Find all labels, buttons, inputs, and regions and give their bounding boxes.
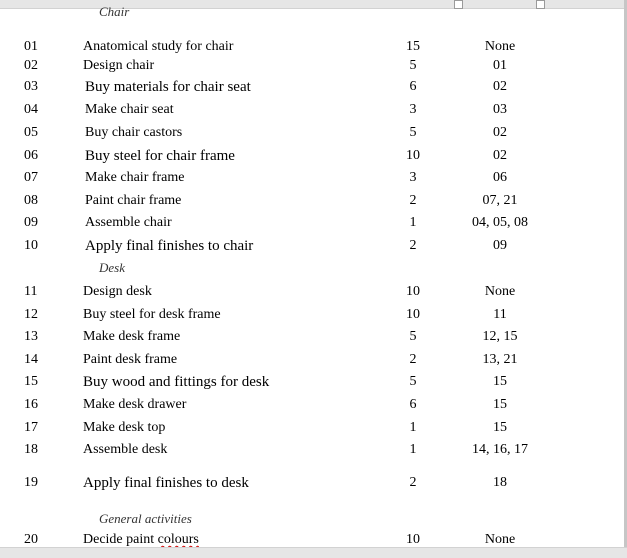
task-id: 07 (24, 170, 38, 185)
task-name: Make desk frame (83, 329, 181, 344)
task-dependencies: None (484, 39, 516, 54)
task-dependencies: 13, 21 (482, 352, 518, 367)
table-row (0, 306, 627, 328)
task-id: 16 (24, 397, 38, 412)
task-id: 18 (24, 442, 38, 457)
task-dependencies: 01 (493, 58, 507, 73)
task-name: Assemble chair (85, 215, 172, 230)
task-id: 05 (24, 125, 38, 140)
table-row (0, 147, 627, 169)
task-duration: 10 (406, 148, 420, 163)
task-id: 02 (24, 58, 38, 73)
task-duration: 2 (409, 238, 417, 253)
task-dependencies: 07, 21 (482, 193, 518, 208)
table-row (0, 396, 627, 418)
bottom-toolbar-edge (0, 547, 627, 558)
table-row (0, 124, 627, 146)
task-id: 09 (24, 215, 38, 230)
section-heading-general: General activities (99, 511, 192, 526)
task-id: 17 (24, 420, 38, 435)
task-name: Make desk drawer (83, 397, 187, 412)
task-name: Make desk top (83, 420, 166, 435)
table-row (0, 169, 627, 191)
task-dependencies: 06 (493, 170, 507, 185)
task-dependencies: 12, 15 (482, 329, 518, 344)
task-name: Buy steel for desk frame (83, 307, 221, 322)
task-name: Anatomical study for chair (83, 39, 234, 54)
task-id: 11 (24, 284, 38, 299)
task-duration: 15 (406, 39, 420, 54)
task-dependencies: 15 (493, 420, 507, 435)
task-duration: 5 (409, 125, 417, 140)
task-name: Buy wood and fittings for desk (83, 374, 270, 390)
task-duration: 5 (409, 329, 417, 344)
table-row (0, 214, 627, 236)
task-name: Make chair seat (85, 102, 174, 117)
task-dependencies: None (484, 284, 516, 299)
table-row (0, 283, 627, 305)
task-duration: 1 (409, 215, 417, 230)
task-duration: 1 (409, 420, 417, 435)
task-name: Apply final finishes to desk (83, 475, 249, 491)
task-duration: 10 (406, 532, 420, 547)
task-id: 03 (24, 79, 38, 94)
task-name: Paint desk frame (83, 352, 178, 367)
section-heading-chair: Chair (99, 4, 130, 19)
task-dependencies: 09 (493, 238, 507, 253)
task-id: 01 (24, 39, 38, 54)
section-heading-desk: Desk (99, 260, 125, 275)
task-duration: 2 (409, 475, 417, 490)
spelling-error-word[interactable]: colours (157, 532, 199, 547)
table-row (0, 328, 627, 350)
task-duration: 3 (409, 170, 417, 185)
task-duration: 3 (409, 102, 417, 117)
task-duration: 5 (409, 374, 417, 389)
table-row (0, 419, 627, 441)
task-dependencies: 03 (493, 102, 507, 117)
task-dependencies: 15 (493, 374, 507, 389)
table-row (0, 351, 627, 373)
task-name: Make chair frame (85, 170, 185, 185)
task-duration: 6 (409, 79, 417, 94)
table-row (0, 237, 627, 259)
table-row (0, 373, 627, 395)
task-duration: 2 (409, 193, 417, 208)
task-dependencies: 04, 05, 08 (472, 215, 528, 230)
table-row (0, 78, 627, 100)
task-id: 10 (24, 238, 38, 253)
task-id: 08 (24, 193, 38, 208)
top-toolbar-edge (0, 0, 627, 9)
task-dependencies: 02 (493, 148, 507, 163)
task-dependencies: 18 (493, 475, 507, 490)
task-name: Design chair (83, 58, 155, 73)
task-id: 14 (24, 352, 38, 367)
task-dependencies: 14, 16, 17 (472, 442, 528, 457)
task-dependencies: 02 (493, 125, 507, 140)
task-id: 12 (24, 307, 38, 322)
task-dependencies: 11 (493, 307, 507, 322)
resize-handle[interactable] (536, 0, 545, 9)
task-duration: 5 (409, 58, 417, 73)
table-row (0, 441, 627, 463)
task-name: Buy chair castors (85, 125, 183, 140)
task-name-text: Decide paint colours (83, 532, 199, 547)
task-duration: 2 (409, 352, 417, 367)
task-duration: 10 (406, 307, 420, 322)
task-id: 13 (24, 329, 38, 344)
task-dependencies: 15 (493, 397, 507, 412)
task-dependencies: 02 (493, 79, 507, 94)
task-dependencies: None (484, 532, 516, 547)
task-id: 06 (24, 148, 38, 163)
task-id: 15 (24, 374, 38, 389)
task-name: Assemble desk (83, 442, 168, 457)
task-duration: 1 (409, 442, 417, 457)
task-name: Apply final finishes to chair (85, 238, 254, 254)
task-name: Buy materials for chair seat (85, 79, 251, 95)
task-name: Design desk (83, 284, 152, 299)
resize-handle[interactable] (454, 0, 463, 9)
table-row (0, 57, 627, 79)
task-id: 20 (24, 532, 38, 547)
table-row (0, 474, 627, 496)
table-row (0, 192, 627, 214)
task-duration: 10 (406, 284, 420, 299)
table-row (0, 101, 627, 123)
task-name: Paint chair frame (85, 193, 182, 208)
task-id: 19 (24, 475, 38, 490)
task-id: 04 (24, 102, 38, 117)
task-duration: 6 (409, 397, 417, 412)
task-name: Buy steel for chair frame (85, 148, 235, 164)
